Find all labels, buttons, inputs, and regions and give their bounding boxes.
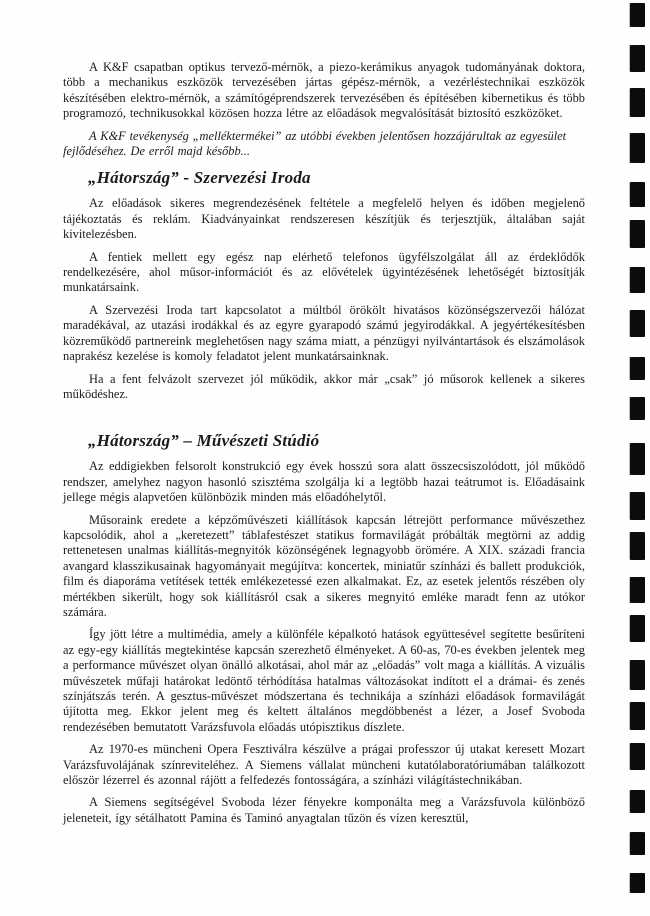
paragraph: A Szervezési Iroda tart kapcsolatot a múltból örökölt hivatásos közönségszervezői hálózat maradékával, az utazási irodákkal és az egyre gyarapodó számú jegyirodákkal. A jegyértékesítésben közreműködő partnereink meglehetősen nagy száma miatt, a pénzügyi nyilvántartások és elszámolások naprakész kezelése is komoly feladatot jelent munkatársainknak. <box>63 302 585 364</box>
binding-mark <box>630 220 645 248</box>
binding-mark <box>630 615 645 642</box>
binding-mark <box>630 873 645 893</box>
paragraph: A fentiek mellett egy egész nap elérhető telefonos ügyfélszolgálat áll az érdeklődők rendelkezésére, ahol műsor-információt és az elővételek ügyintézésének lehetőségét biztosítják munkatársaink. <box>63 249 585 295</box>
binding-mark <box>630 267 645 293</box>
paragraph: Az 1970-es müncheni Opera Fesztiválra készülve a prágai professzor új utakat keresett Mozart Varázsfuvolájának színreviteléhez. A Siemens vállalat müncheni kutatólaboratóriumában találkozott először lézerrel és azonnal rájött a felfedezés fontosságára, a színházi világítástechnikában. <box>63 742 585 788</box>
binding-mark <box>630 443 645 475</box>
paragraph: Műsoraink eredete a képzőművészeti kiállítások kapcsán létrejött performance művészethez kapcsolódik, ahol a „keretezett” táblafestészet statikus formavilágát próbálták megtörni az addig rettenetesen unalmas kiállítás-megnyitók közönségének legnagyobb örömére. A XIX. századi francia avangard klasszikusainak hagyományait megújítva: koncertek, miniatűr színházi és ballett produkciók, film és diaporáma vetítések tették emlékezetessé ezen alkalmakat. Ez, az esetek jelentős részében oly mértékben sikerült, hogy sok kiállításról csak a sikeres megnyitó emléke maradt fenn az utókor számára. <box>63 512 585 619</box>
binding-mark <box>630 182 645 207</box>
binding-mark <box>630 702 645 730</box>
paragraph: Az eddigiekben felsorolt konstrukció egy évek hosszú sora alatt összecsiszolódott, jól működő rendszer, amelyhez nagyon hasonló szisztéma szolgálja ki a legtöbb hazai teátrumot is. Előadásaink jellege mégis alapvetően különbözik minden más előadóhelytől. <box>63 459 585 505</box>
paragraph: Ha a fent felvázolt szervezet jól működik, akkor már „csak” jó műsorok kellenek a sikeres működéshez. <box>63 371 585 401</box>
binding-mark <box>630 357 645 380</box>
section-heading-muveszeti-studio: „Hátország” – Művészeti Stúdió <box>88 431 320 451</box>
binding-mark <box>630 492 645 520</box>
intro-paragraph: A K&F csapatban optikus tervező-mérnök, a piezo-kerámikus anyagok tudományának doktora, több a mechanikus eszközök tervezésében jártas gépész-mérnök, a vezérléstechnikai eszközök készítésében elektro-mérnök, a számítógéprendszerek tervezésében és építésében kibernetikus és több programozó, technikusokkal közösen hozza létre az előadások megvalósítását biztosító eszközöket. <box>63 60 585 121</box>
binding-mark <box>630 310 645 337</box>
binding-mark <box>630 45 645 72</box>
binding-mark <box>630 743 645 770</box>
binding-mark <box>630 832 645 855</box>
binding-mark <box>630 790 645 813</box>
binding-mark <box>630 577 645 603</box>
binding-mark <box>630 3 645 27</box>
binding-mark <box>630 532 645 560</box>
section-heading-szervezesi-iroda: „Hátország” - Szervezési Iroda <box>88 168 311 188</box>
paragraph: Így jött létre a multimédia, amely a különféle képalkotó hatások együttesével segítette besűríteni az egy-egy kiállítás megtekintése kapcsán szerezhető élményeket. A 60-as, 70-es években jelentek meg a performance művészet olyan önálló alkotásai, ahol már az „előadás” volt maga a kiállítás. A vizuális művészetek műfaji határokat ledöntő térhódítása hatalmas változásokat indított el a drámai- és zenés színjátszás terén. A gesztus-művészet módszertana és technikája a színházi előadások formavilágát újította meg. Ekkor jelent meg és keltett általános megdöbbenést a lézer, a Josef Svoboda rendezésében bemutatott Varázsfuvola előadás utópisztikus díszlete. <box>63 627 585 734</box>
paragraph: A Siemens segítségével Svoboda lézer fényekre komponálta meg a Varázsfuvola különböző jeleneteit, így sétálhatott Pamina és Taminó anyagtalan tűzön és vízen keresztül, <box>63 795 585 825</box>
binding-mark <box>630 133 645 163</box>
document-text-block <box>63 60 585 833</box>
binding-mark <box>630 88 645 117</box>
intro-paragraph-italic: A K&F tevékenység „melléktermékei” az utóbbi években jelentősen hozzájárultak az egyesület fejlődéséhez. De erről majd később... <box>63 128 567 159</box>
binding-mark <box>630 397 645 420</box>
paragraph: Az előadások sikeres megrendezésének feltétele a megfelelő helyen és időben megjelenő tájékoztatás és reklám. Kiadványainkat rendszeresen készítjük és terjesztjük, általában saját kivitelezésben. <box>63 196 585 242</box>
binding-mark <box>630 660 645 690</box>
